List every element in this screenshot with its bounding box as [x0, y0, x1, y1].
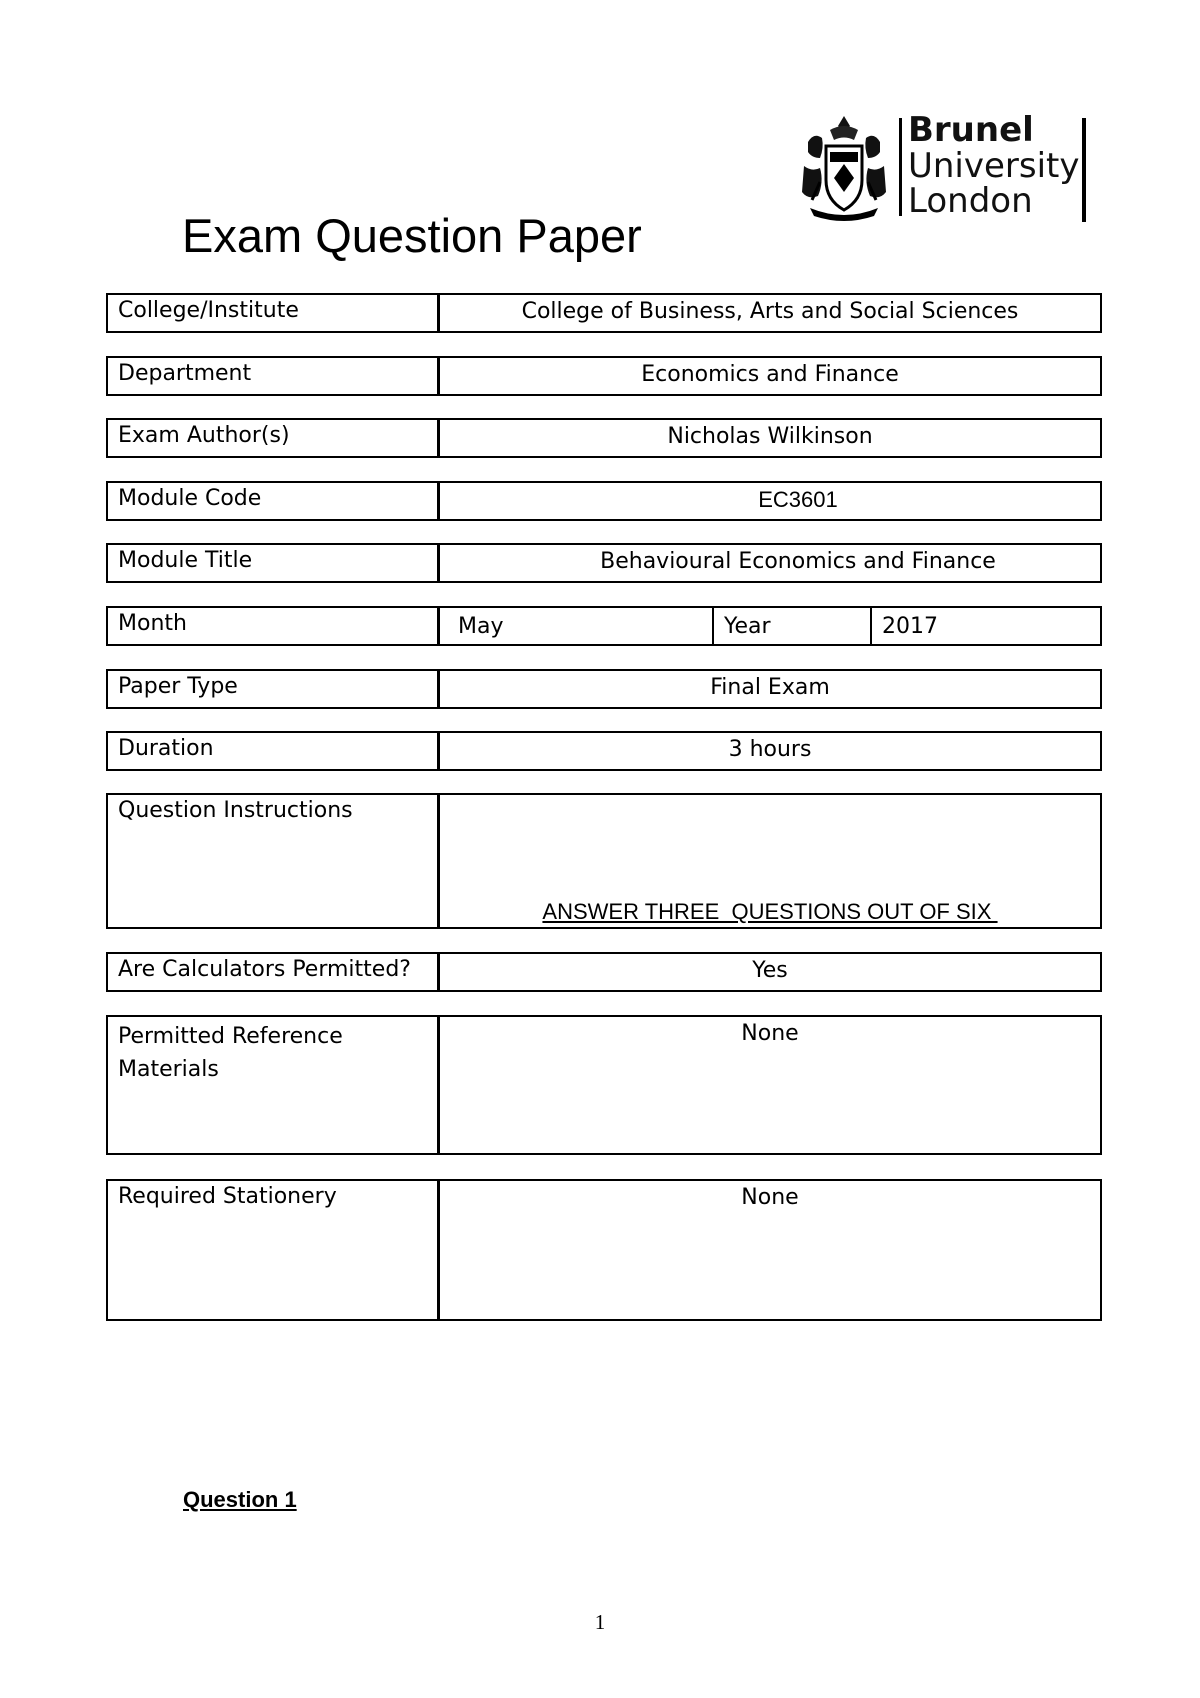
college-value: College of Business, Arts and Social Sciences	[521, 299, 1019, 324]
logo-divider-left	[899, 118, 902, 216]
year-label-cell	[712, 606, 872, 646]
reference-label: Permitted Reference Materials	[118, 1024, 343, 1082]
stationery-row	[106, 1179, 1102, 1321]
duration-value: 3 hours	[728, 737, 812, 762]
calculators-label: Are Calculators Permitted?	[118, 957, 411, 982]
duration-row	[106, 731, 1102, 771]
module-title-label: Module Title	[118, 548, 253, 573]
duration-value-cell	[438, 731, 1102, 771]
department-label-cell	[106, 356, 439, 396]
instructions-row	[106, 793, 1102, 929]
calculators-value-cell	[438, 952, 1102, 992]
reference-value-cell	[438, 1015, 1102, 1155]
module-code-label: Module Code	[118, 486, 262, 511]
department-row	[106, 356, 1102, 396]
module-code-label-cell	[106, 481, 439, 521]
author-value: Nicholas Wilkinson	[667, 424, 873, 449]
college-row	[106, 293, 1102, 333]
year-value: 2017	[882, 614, 938, 639]
year-value-cell	[870, 606, 1102, 646]
stationery-value: None	[741, 1185, 799, 1210]
paper-type-label-cell	[106, 669, 439, 709]
instructions-label: Question Instructions	[118, 798, 353, 823]
university-logo	[800, 112, 1090, 222]
author-row	[106, 418, 1102, 458]
author-value-cell	[438, 418, 1102, 458]
paper-type-row	[106, 669, 1102, 709]
author-label-cell	[106, 418, 439, 458]
paper-type-value-cell	[438, 669, 1102, 709]
month-label: Month	[118, 611, 187, 636]
logo-word-university: University	[908, 146, 1080, 186]
duration-label: Duration	[118, 736, 214, 761]
instructions-label-cell	[106, 793, 439, 929]
module-code-value: EC3601	[758, 487, 838, 512]
logo-word-london: London	[908, 181, 1033, 221]
stationery-label-cell	[106, 1179, 439, 1321]
page-title: Exam Question Paper	[182, 209, 642, 262]
question-1-heading: Question 1	[183, 1487, 297, 1512]
module-code-row	[106, 481, 1102, 521]
calculators-label-cell	[106, 952, 439, 992]
department-value-cell	[438, 356, 1102, 396]
coat-of-arms-icon	[800, 112, 888, 222]
reference-label-cell	[106, 1015, 439, 1155]
calculators-row	[106, 952, 1102, 992]
month-row	[106, 606, 1102, 646]
paper-type-label: Paper Type	[118, 674, 238, 699]
reference-value: None	[741, 1021, 799, 1046]
module-title-label-cell	[106, 543, 439, 583]
reference-row	[106, 1015, 1102, 1155]
instructions-value-cell	[438, 793, 1102, 929]
paper-type-value: Final Exam	[710, 675, 830, 700]
logo-word-brunel: Brunel	[908, 110, 1034, 150]
department-label: Department	[118, 361, 252, 386]
instructions-value: ANSWER THREE QUESTIONS OUT OF SIX	[542, 899, 998, 924]
module-title-value-cell	[438, 543, 1102, 583]
college-label-cell	[106, 293, 439, 333]
calculators-value: Yes	[752, 958, 788, 983]
page-number: 1	[594, 1610, 606, 1634]
module-title-value: Behavioural Economics and Finance	[600, 549, 996, 574]
module-title-row	[106, 543, 1102, 583]
month-value-cell	[438, 606, 714, 646]
stationery-value-cell	[438, 1179, 1102, 1321]
month-value: May	[458, 614, 504, 639]
logo-divider-right	[1082, 118, 1086, 222]
college-label: College/Institute	[118, 298, 299, 323]
year-label: Year	[724, 614, 771, 639]
author-label: Exam Author(s)	[118, 423, 290, 448]
module-code-value-cell	[438, 481, 1102, 521]
duration-label-cell	[106, 731, 439, 771]
college-value-cell	[438, 293, 1102, 333]
department-value: Economics and Finance	[641, 362, 899, 387]
month-label-cell	[106, 606, 439, 646]
stationery-label: Required Stationery	[118, 1184, 337, 1209]
